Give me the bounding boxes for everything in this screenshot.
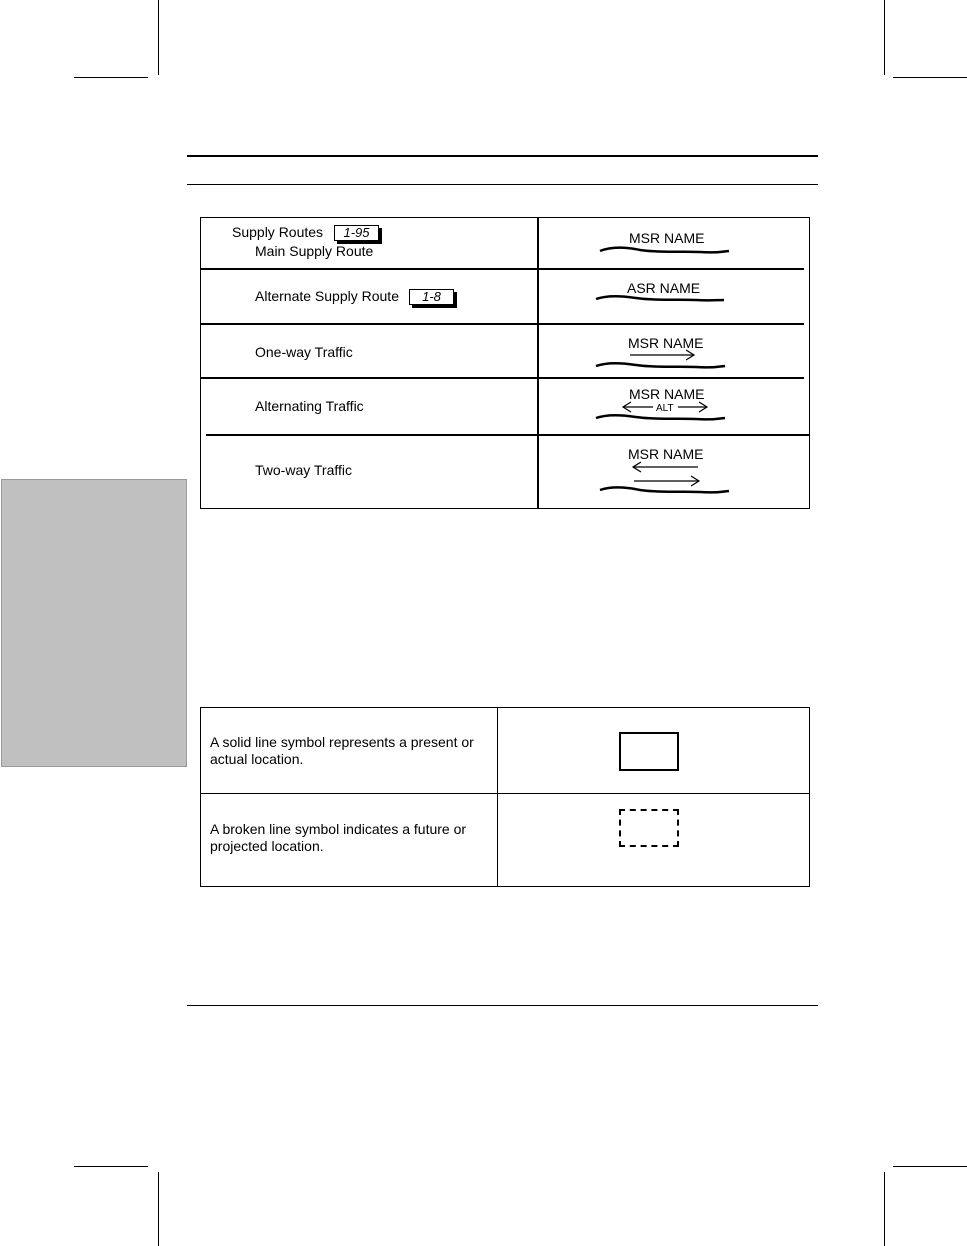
main-supply-route-label: Main Supply Route (255, 243, 374, 259)
two-way-symbol-text: MSR NAME (628, 446, 704, 462)
solid-line-description: A solid line symbol represents a present or actual location. (210, 734, 474, 767)
table-row-divider (200, 793, 810, 794)
asr-symbol-text: ASR NAME (627, 280, 701, 296)
route-number-tag: 1-95 (334, 225, 379, 241)
one-way-symbol-text: MSR NAME (628, 335, 704, 351)
supply-routes-header-label: Supply Routes (232, 224, 324, 240)
dashed-rectangle-symbol (619, 809, 679, 847)
two-way-traffic-label: Two-way Traffic (255, 462, 352, 478)
one-way-traffic-label: One-way Traffic (255, 344, 353, 360)
alt-symbol-text: ALT (656, 403, 674, 414)
route-number-tag: 1-8 (409, 289, 454, 305)
alternate-supply-route-label: Alternate Supply Route (255, 288, 399, 304)
alternating-traffic-label: Alternating Traffic (255, 398, 364, 414)
table-divider (497, 707, 498, 887)
broken-line-description: A broken line symbol indicates a future or projected location. (210, 821, 467, 854)
solid-rectangle-symbol (619, 732, 679, 771)
msr-symbol-text: MSR NAME (629, 230, 705, 246)
alternating-symbol-text: MSR NAME (629, 386, 705, 402)
